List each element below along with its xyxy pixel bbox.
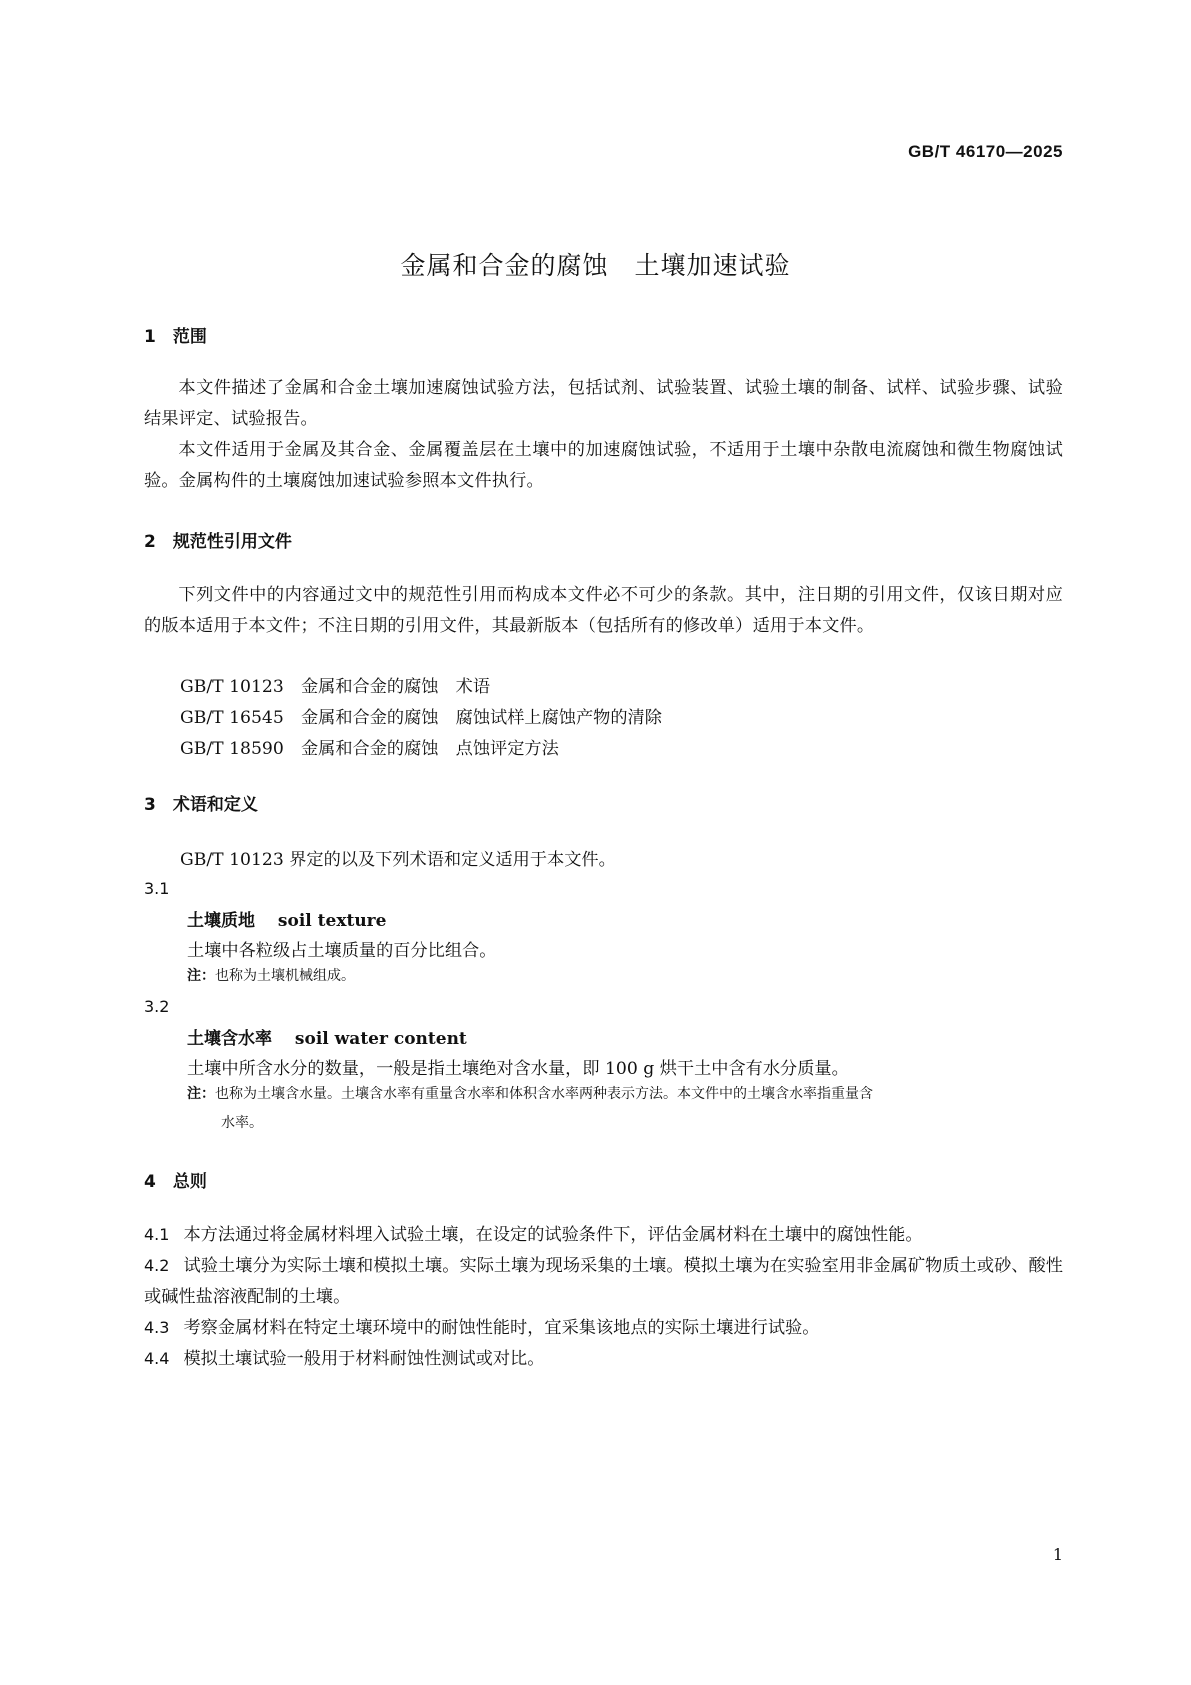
section-1-heading: 1 范围 [144,327,207,347]
page-number: 1 [1052,1545,1063,1564]
clause-number: 4.3 [144,1318,170,1337]
term-definition: 土壤中各粒级占土壤质量的百分比组合。 [187,941,497,961]
term-title [187,906,386,931]
clause-number: 4.4 [144,1349,170,1368]
standard-code: GB/T 46170—2025 [908,142,1063,161]
clause-number: 4.2 [144,1256,170,1275]
document-title: 金属和合金的腐蚀 土壤加速试验 [400,251,791,280]
term-title [187,1024,467,1049]
term-note [187,962,1063,991]
note-label: 注： [187,1086,215,1102]
term-english: soil texture [277,911,387,931]
section-4-heading: 4 总则 [144,1172,207,1192]
clause-text: 本方法通过将金属材料埋入试验土壤，在设定的试验条件下，评估金属材料在土壤中的腐蚀性能。 [183,1225,923,1245]
clause-text: 模拟土壤试验一般用于材料耐蚀性测试或对比。 [183,1349,545,1369]
note-continuation: 水率。 [221,1115,263,1131]
term-number: 3.1 [144,879,170,898]
note-text: 也称为土壤机械组成。 [215,968,355,984]
note-label: 注： [187,968,215,984]
section-1-paragraph-2: 本文件适用于金属及其合金、金属覆盖层在土壤中的加速腐蚀试验，不适用于土壤中杂散电流腐蚀和微生物腐蚀试验。金属构件的土壤腐蚀加速试验参照本文件执行。 [144,440,1063,491]
clause-text: 试验土壤分为实际土壤和模拟土壤。实际土壤为现场采集的土壤。模拟土壤为在实验室用非金属矿物质土或砂、酸性或碱性盐溶液配制的土壤。 [144,1256,1063,1307]
term-chinese: 土壤质地 [187,911,255,931]
clause [144,1219,1063,1251]
term-note [187,1080,1063,1138]
section-2-heading: 2 规范性引用文件 [144,532,292,552]
term-number: 3.2 [144,997,170,1016]
term-definition: 土壤中所含水分的数量，一般是指土壤绝对含水量，即 100 g 烘干土中含有水分质量。 [187,1059,849,1079]
clause [144,1250,1063,1313]
clause [144,1343,1063,1375]
reference-item: GB/T 18590 金属和合金的腐蚀 点蚀评定方法 [180,739,559,759]
term-chinese: 土壤含水率 [187,1029,272,1049]
term-english: soil water content [294,1029,467,1049]
section-1-paragraph-1: 本文件描述了金属和合金土壤加速腐蚀试验方法，包括试剂、试验装置、试验土壤的制备、试样、试验步骤、试验结果评定、试验报告。 [144,378,1063,429]
reference-item: GB/T 16545 金属和合金的腐蚀 腐蚀试样上腐蚀产物的清除 [180,708,662,728]
clause [144,1312,1063,1344]
section-3-intro: GB/T 10123 界定的以及下列术语和定义适用于本文件。 [180,850,616,870]
section-3-heading: 3 术语和定义 [144,795,258,815]
clause-text: 考察金属材料在特定土壤环境中的耐蚀性能时，宜采集该地点的实际土壤进行试验。 [183,1318,820,1338]
note-text: 也称为土壤含水量。土壤含水率有重量含水率和体积含水率两种表示方法。本文件中的土壤含水率指重量含 [215,1086,873,1102]
reference-item: GB/T 10123 金属和合金的腐蚀 术语 [180,677,491,697]
clause-number: 4.1 [144,1225,170,1244]
section-2-intro: 下列文件中的内容通过文中的规范性引用而构成本文件必不可少的条款。其中，注日期的引用文件，仅该日期对应的版本适用于本文件；不注日期的引用文件，其最新版本（包括所有的修改单）适用于本文件。 [144,585,1063,636]
